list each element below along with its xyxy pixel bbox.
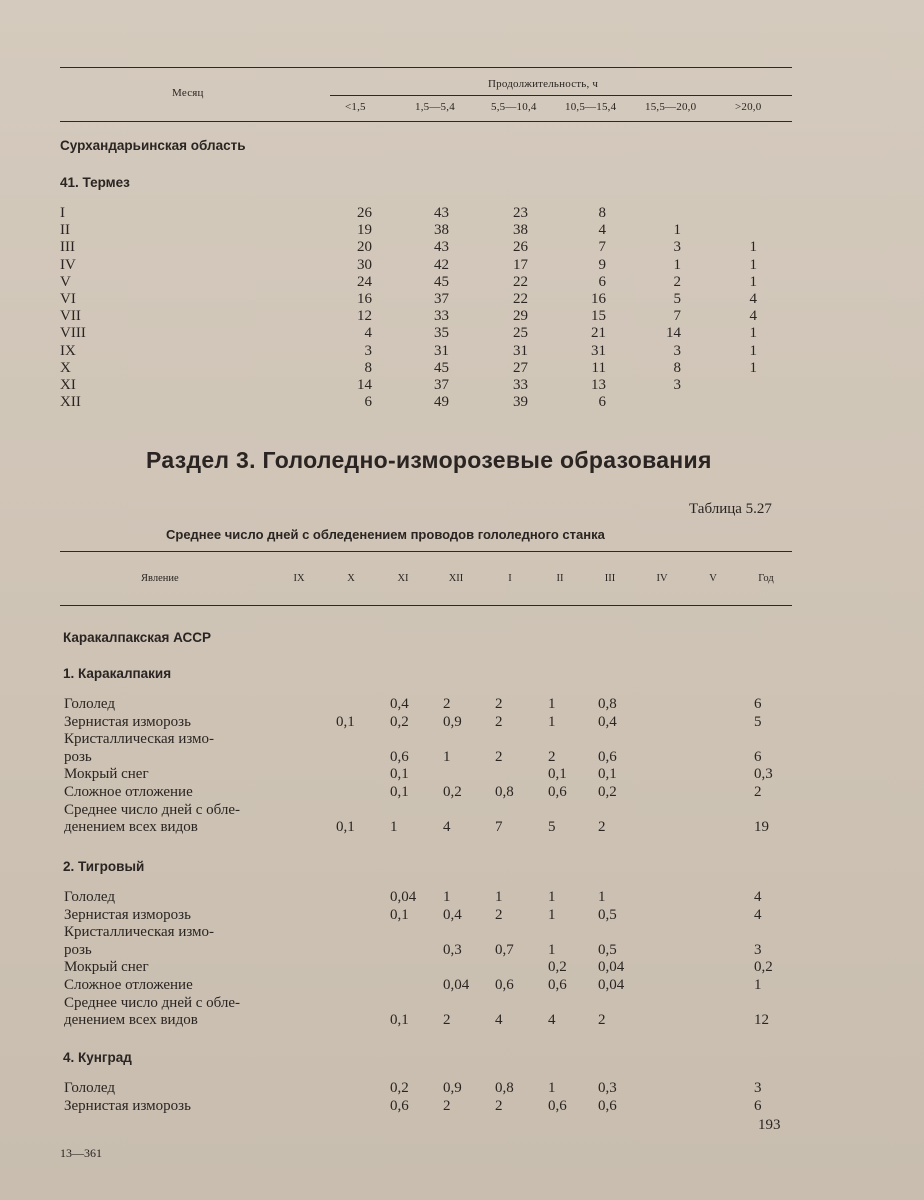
ice-cell: 1 [390,819,398,836]
duration-bin-header: <1,5 [345,101,366,113]
phenomenon-label: Среднее число дней с обле- [64,801,241,818]
month-header: II [556,573,564,584]
phenomenon-label: Кристаллическая измо- [64,924,215,941]
duration-cell: 20 [357,239,372,256]
month-label: V [60,273,71,290]
phenomenon-label: Мокрый снег [64,766,149,783]
ice-cell: 0,6 [598,1097,617,1114]
phenomenon-label-cont: розь [64,748,92,765]
ice-cell: 0,3 [598,1080,617,1096]
ice-cell: 1 [443,889,451,905]
ice-cell: 0,1 [548,766,567,783]
section-title: Раздел 3. Гололедно-изморозевые образования [146,447,712,473]
ice-cell: 1 [598,889,606,905]
phenomenon-label: Гололед [64,696,116,712]
phenomenon-label-cont: денением всех видов [64,819,198,836]
phenomenon-label: Зернистая изморозь [64,713,191,730]
ice-cell: 0,9 [443,713,462,730]
duration-bin-header: 15,5—20,0 [645,101,697,113]
month-header: III [604,573,616,584]
ice-cell: 0,7 [495,941,514,958]
ice-cell: 0,04 [443,977,470,993]
ice-cell: 1 [548,696,556,712]
duration-cell: 30 [357,256,372,273]
duration-cell: 17 [513,256,528,273]
month-label: I [60,205,65,221]
ice-cell: 0,4 [390,696,409,712]
ice-cell: 2 [495,713,503,730]
duration-cell: 37 [434,291,449,307]
duration-cell: 1 [749,239,757,256]
duration-cell: 1 [749,342,757,359]
duration-cell: 16 [591,291,606,307]
duration-cell: 1 [673,222,681,239]
ice-cell: 0,6 [390,748,409,765]
ice-cell: 0,6 [390,1097,409,1114]
ice-cell: 6 [754,748,762,765]
month-header: XI [397,573,409,584]
ice-cell: 0,1 [390,906,409,923]
duration-cell: 3 [673,239,681,256]
ice-cell: 0,2 [443,784,462,800]
ice-cell: 0,4 [443,906,462,923]
duration-bin-header: 10,5—15,4 [565,101,617,113]
ice-cell: 0,5 [598,906,617,923]
page-number: 193 [758,1117,781,1133]
duration-cell: 1 [749,256,757,273]
ice-cell: 4 [754,906,762,923]
ice-header-bottom-rule [60,605,792,606]
ice-top-rule [60,551,792,552]
month-header: Год [758,573,774,584]
header-bottom-rule [60,121,792,122]
ice-cell: 1 [548,889,556,905]
ice-cell: 0,6 [495,977,514,993]
month-header: IX [293,573,305,584]
ice-cell: 1 [548,941,556,958]
duration-cell: 14 [666,325,681,342]
region-title: Сурхандарьинская область [60,138,246,153]
phenomenon-label: Мокрый снег [64,959,149,976]
ice-cell: 1 [548,713,556,730]
duration-cell: 35 [434,325,449,342]
ice-cell: 5 [754,713,762,730]
duration-cell: 3 [673,377,681,393]
ice-cell: 0,4 [598,713,617,730]
ice-cell: 4 [495,1012,503,1029]
ice-cell: 0,1 [390,766,409,783]
phenomenon-label-cont: розь [64,941,92,958]
duration-cell: 16 [357,291,372,307]
duration-cell: 43 [434,239,449,256]
ice-cell: 2 [548,748,556,765]
duration-cell: 23 [513,205,528,221]
duration-cell: 4 [598,222,606,239]
ice-cell: 7 [495,819,503,836]
month-header: I [508,573,512,584]
duration-cell: 15 [591,308,606,325]
duration-cell: 1 [749,359,757,376]
ice-cell: 2 [443,696,451,712]
month-label: IX [60,342,76,359]
ice-cell: 0,6 [598,748,617,765]
duration-cell: 49 [434,394,449,411]
month-label: IV [60,256,76,273]
ice-cell: 1 [443,748,451,765]
duration-cell: 11 [591,359,606,376]
station-title: 4. Кунград [63,1050,132,1065]
ice-cell: 0,2 [390,713,409,730]
duration-cell: 31 [591,342,606,359]
ice-cell: 2 [495,696,503,712]
duration-cell: 39 [513,394,528,411]
ice-cell: 0,8 [495,1080,514,1096]
duration-cell: 33 [513,377,528,393]
table-title: Среднее число дней с обледенением проводов гололедного станка [166,527,605,542]
ice-cell: 1 [548,906,556,923]
duration-cell: 38 [434,222,449,239]
duration-bin-header: 1,5—5,4 [415,101,455,113]
phenomenon-label: Зернистая изморозь [64,1097,191,1114]
ice-cell: 0,2 [754,959,773,976]
station-title: 41. Термез [60,175,130,190]
ice-cell: 2 [598,819,606,836]
duration-cell: 7 [673,308,681,325]
ice-cell: 12 [754,1012,769,1029]
duration-cell: 6 [598,394,606,411]
duration-cell: 29 [513,308,528,325]
duration-cell: 6 [598,273,606,290]
month-label: VII [60,308,81,325]
duration-cell: 19 [357,222,372,239]
ice-cell: 0,2 [390,1080,409,1096]
ice-region-title: Каракалпакская АССР [63,630,212,645]
duration-cell: 45 [434,273,449,290]
ice-cell: 2 [495,748,503,765]
ice-cell: 0,6 [548,977,567,993]
month-label: III [60,239,75,256]
month-header: V [709,573,717,584]
col-duration-header: Продолжительность, ч [488,78,599,90]
station-title: 2. Тигровый [63,859,145,874]
ice-cell: 2 [443,1097,451,1114]
duration-cell: 1 [749,273,757,290]
duration-cell: 9 [598,256,606,273]
month-label: X [60,359,71,376]
col-month-header: Месяц [172,87,204,99]
ice-cell: 0,04 [390,889,417,905]
duration-cell: 8 [598,205,606,221]
ice-cell: 1 [548,1080,556,1096]
col-phenomenon-header: Явление [141,573,179,584]
ice-cell: 0,1 [390,784,409,800]
ice-cell: 0,6 [548,784,567,800]
ice-cell: 1 [495,889,503,905]
ice-cell: 4 [443,819,451,836]
ice-cell: 1 [754,977,762,993]
phenomenon-label: Кристаллическая измо- [64,731,215,748]
duration-cell: 7 [598,239,606,256]
duration-cell: 13 [591,377,606,393]
ice-cell: 0,04 [598,959,625,976]
duration-cell: 8 [673,359,681,376]
ice-cell: 0,8 [598,696,617,712]
duration-cell: 26 [513,239,528,256]
ice-cell: 0,1 [390,1012,409,1029]
phenomenon-label: Зернистая изморозь [64,906,191,923]
phenomenon-label: Сложное отложение [64,784,193,800]
month-label: XII [60,394,81,411]
ice-cell: 0,3 [754,766,773,783]
duration-cell: 31 [434,342,449,359]
ice-cell: 2 [495,1097,503,1114]
duration-bin-header: >20,0 [735,101,762,113]
duration-cell: 45 [434,359,449,376]
duration-cell: 43 [434,205,449,221]
duration-cell: 5 [673,291,681,307]
ice-cell: 2 [495,906,503,923]
ice-cell: 0,1 [336,819,355,836]
ice-cell: 0,2 [548,959,567,976]
duration-cell: 14 [357,377,372,393]
duration-cell: 1 [749,325,757,342]
duration-bin-header: 5,5—10,4 [491,101,537,113]
month-label: II [60,222,70,239]
ice-cell: 3 [754,1080,762,1096]
ice-cell: 0,1 [336,713,355,730]
ice-cell: 19 [754,819,769,836]
ice-cell: 0,04 [598,977,625,993]
phenomenon-label: Гололед [64,1080,116,1096]
phenomenon-label-cont: денением всех видов [64,1012,198,1029]
duration-cell: 3 [364,342,372,359]
duration-cell: 26 [357,205,372,221]
month-label: XI [60,377,76,393]
month-header: IV [656,573,668,584]
ice-cell: 6 [754,1097,762,1114]
duration-cell: 4 [749,291,757,307]
duration-cell: 25 [513,325,528,342]
duration-cell: 22 [513,273,528,290]
phenomenon-label: Гололед [64,889,116,905]
duration-cell: 21 [591,325,606,342]
duration-cell: 24 [357,273,372,290]
duration-cell: 4 [749,308,757,325]
duration-cell: 38 [513,222,528,239]
ice-cell: 3 [754,941,762,958]
ice-cell: 2 [443,1012,451,1029]
ice-cell: 0,9 [443,1080,462,1096]
duration-cell: 12 [357,308,372,325]
duration-cell: 2 [673,273,681,290]
duration-cell: 22 [513,291,528,307]
ice-cell: 0,1 [598,766,617,783]
ice-cell: 0,3 [443,941,462,958]
ice-cell: 2 [598,1012,606,1029]
duration-cell: 1 [673,256,681,273]
top-rule [60,67,792,68]
phenomenon-label: Среднее число дней с обле- [64,994,241,1011]
table-label: Таблица 5.27 [689,501,772,517]
month-header: XII [448,573,464,584]
ice-cell: 2 [754,784,762,800]
phenomenon-label: Сложное отложение [64,977,193,993]
ice-cell: 0,2 [598,784,617,800]
duration-cell: 6 [364,394,372,411]
ice-cell: 4 [754,889,762,905]
duration-cell: 3 [673,342,681,359]
duration-cell: 42 [434,256,449,273]
duration-cell: 4 [364,325,372,342]
duration-cell: 8 [364,359,372,376]
duration-cell: 27 [513,359,528,376]
ice-cell: 4 [548,1012,556,1029]
month-label: VIII [60,325,86,342]
ice-cell: 0,5 [598,941,617,958]
ice-cell: 5 [548,819,556,836]
station-title: 1. Каракалпакия [63,666,172,681]
duration-cell: 31 [513,342,528,359]
header-subrule [330,95,792,96]
month-label: VI [60,291,76,307]
ice-cell: 0,8 [495,784,514,800]
printer-signature: 13—361 [60,1146,102,1160]
ice-cell: 0,6 [548,1097,567,1114]
duration-cell: 33 [434,308,449,325]
duration-cell: 37 [434,377,449,393]
month-header: X [347,573,355,584]
ice-cell: 6 [754,696,762,712]
